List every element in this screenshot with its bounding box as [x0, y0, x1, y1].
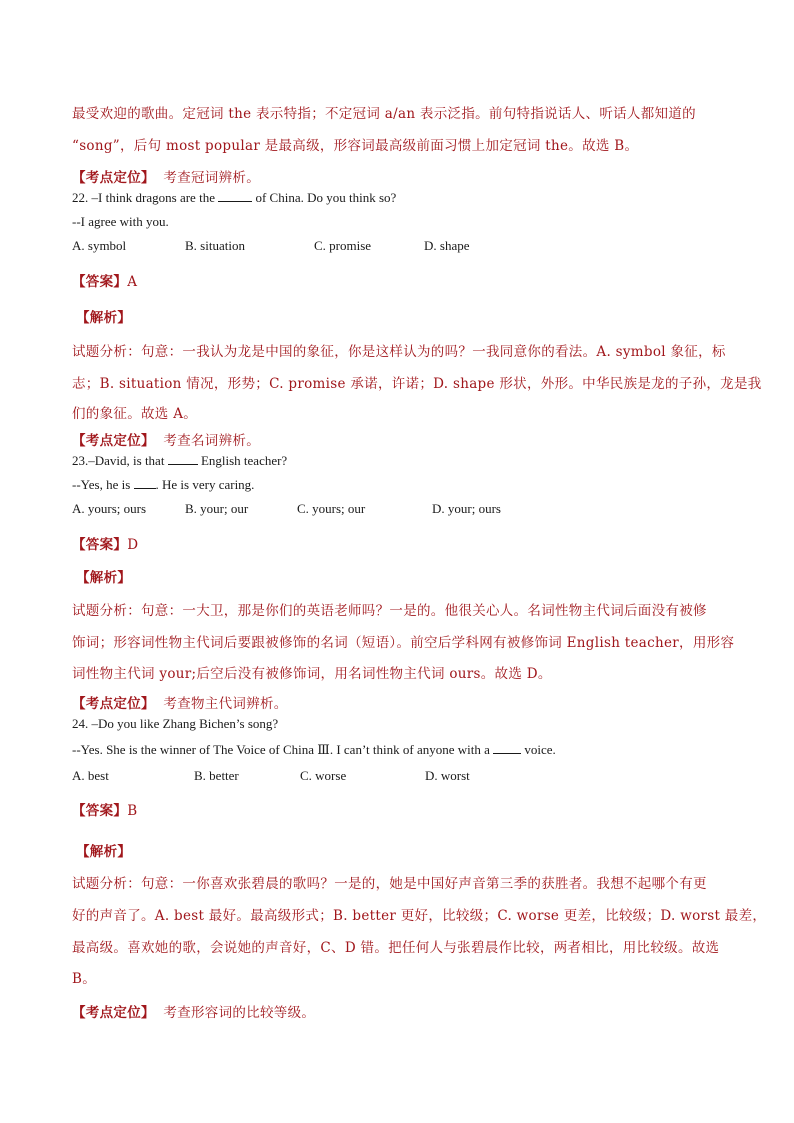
- answer-value: A: [127, 274, 138, 290]
- analysis-tag: 【解析】: [76, 844, 132, 860]
- kaodian-tag: 【考点定位】: [72, 433, 155, 449]
- kaodian-text: 考查形容词的比较等级。: [163, 1005, 316, 1021]
- option-b: B. situation: [185, 238, 245, 253]
- explanation-line: 最高级。喜欢她的歌，会说她的声音好，C、D 错。把任何人与张碧晨作比较，两者相比，用比较级。故选: [72, 940, 720, 956]
- answer-tag: 【答案】: [72, 537, 128, 553]
- kaodian-tag: 【考点定位】: [72, 696, 155, 712]
- analysis-tag: 【解析】: [76, 310, 132, 326]
- answer-blank: [168, 454, 198, 465]
- option-c: C. promise: [314, 238, 372, 253]
- question-22: 22. –I think dragons are the of China. Do you think so?: [72, 190, 397, 205]
- explanation-line: 好的声音了。A. best 最好。最高级形式；B. better 更好，比较级；C. worse 更差，比较级；D. worst 最差，: [72, 908, 767, 924]
- kaodian-text: 考查物主代词辨析。: [163, 696, 288, 712]
- explanation-line: 饰词；形容词性物主代词后要跟被修饰的名词（短语）。前空后学科网有被修饰词 English teacher，用形容: [72, 635, 735, 651]
- explanation-line: 最受欢迎的歌曲。定冠词 the 表示特指；不定冠词 a/an 表示泛指。前句特指说话人、听话人都知道的: [72, 106, 696, 122]
- kaodian-tag: 【考点定位】: [72, 170, 155, 186]
- answer-blank: [218, 191, 252, 202]
- option-a: A. yours; ours: [72, 501, 147, 516]
- option-b: B. better: [194, 768, 239, 783]
- question-24: 24. –Do you like Zhang Bichen’s song?: [72, 716, 279, 731]
- explanation-line: “song”，后句 most popular 是最高级，形容词最高级前面习惯上加定冠词 the。故选 B。: [72, 138, 639, 154]
- explanation-line: 们的象征。故选 A。: [72, 406, 198, 422]
- explanation-line: 词性物主代词 your;后空后没有被修饰词，用名词性物主代词 ours。故选 D。: [72, 666, 552, 682]
- explanation-line: B。: [72, 971, 97, 987]
- kaodian-row: [72, 166, 260, 186]
- option-c: C. yours; our: [297, 501, 366, 516]
- kaodian-tag: 【考点定位】: [72, 1005, 155, 1021]
- option-d: D. shape: [424, 238, 470, 253]
- kaodian-text: 考查冠词辨析。: [163, 170, 261, 186]
- option-d: D. worst: [425, 768, 470, 783]
- kaodian-text: 考查名词辨析。: [163, 433, 261, 449]
- kaodian-row: [72, 429, 260, 449]
- kaodian-row: [72, 692, 288, 712]
- answer-blank: [134, 478, 156, 489]
- answer-value: D: [127, 537, 139, 553]
- answer-tag: 【答案】: [72, 803, 128, 819]
- answer-value: B: [127, 803, 138, 819]
- question-23: 23.–David, is that English teacher?: [72, 453, 288, 468]
- analysis-tag: 【解析】: [76, 570, 132, 586]
- explanation-line: 试题分析：句意：一我认为龙是中国的象征，你是这样认为的吗？一我同意你的看法。A. symbol 象征，标: [72, 344, 726, 360]
- option-d: D. your; ours: [432, 501, 501, 516]
- answer-row: [72, 270, 137, 290]
- answer-row: [72, 799, 137, 819]
- explanation-line: 试题分析：句意：一你喜欢张碧晨的歌吗？一是的，她是中国好声音第三季的获胜者。我想不起哪个有更: [72, 876, 707, 892]
- answer-blank: [493, 743, 521, 754]
- option-c: C. worse: [300, 768, 347, 783]
- option-a: A. symbol: [72, 238, 127, 253]
- answer-row: [72, 533, 138, 553]
- option-b: B. your; our: [185, 501, 249, 516]
- option-a: A. best: [72, 768, 109, 783]
- question-22-reply: --I agree with you.: [72, 214, 169, 229]
- answer-tag: 【答案】: [72, 274, 128, 290]
- question-24-reply: --Yes. She is the winner of The Voice of China Ⅲ. I can’t think of anyone with a voice.: [72, 742, 556, 757]
- explanation-line: 志；B. situation 情况，形势；C. promise 承诺，许诺；D. shape 形状，外形。中华民族是龙的子孙，龙是我: [72, 376, 762, 392]
- kaodian-row: [72, 1001, 315, 1021]
- question-23-reply: --Yes, he is . He is very caring.: [72, 477, 255, 492]
- explanation-line: 试题分析：句意：一大卫，那是你们的英语老师吗？一是的。他很关心人。名词性物主代词后面没有被修: [72, 603, 707, 619]
